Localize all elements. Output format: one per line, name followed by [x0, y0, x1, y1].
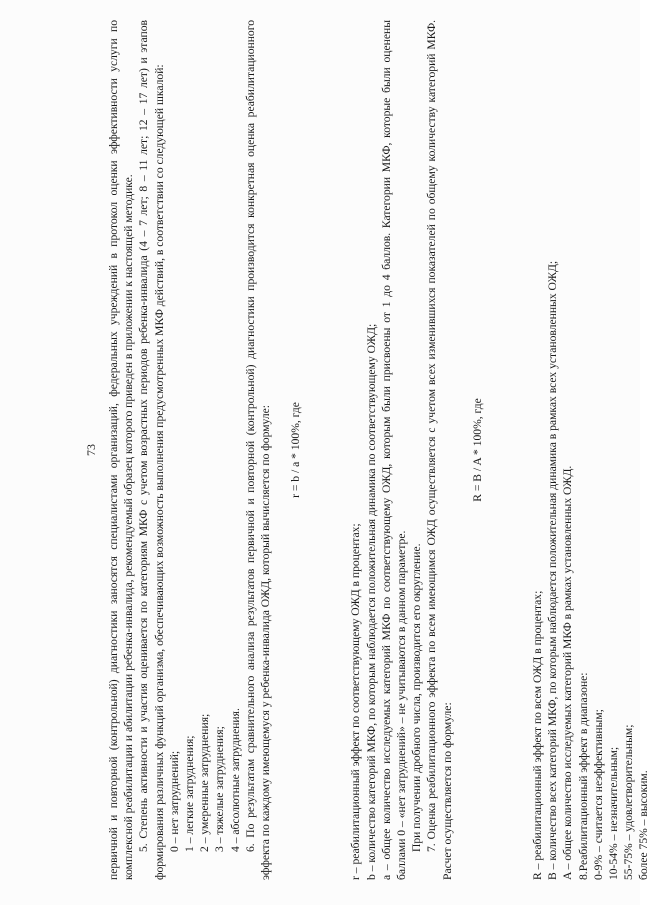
formula-R: R = B / A * 100%, где [470, 398, 484, 502]
rotated-content [46, 20, 651, 880]
document-body [106, 20, 652, 880]
page-number: 73 [84, 444, 98, 456]
range-item-4: более 75% – высоким. [637, 770, 651, 880]
definition-A: A – общее количество исследуемых категорий МКФ в рамках установленных ОЖД. [561, 465, 575, 880]
range-item-3: 55-75% – удовлетворительным; [622, 724, 636, 880]
scale-item-2: 2 – умеренные затруднения; [198, 713, 212, 852]
paragraph-7: 7. Оценка реабилитационного эффекта по всем имеющимся ОЖД осуществляется с учетом всех изменившихся показателей по общему количеству категорий МКФ. Расчет осуществляется по формуле: [425, 20, 454, 880]
scale-item-3: 3 – тяжелые затруднения; [213, 726, 227, 852]
paragraph-8: 8.Реабилитационный эффект в диапазоне: [576, 672, 590, 880]
scale-item-0: 0 – нет затруднений; [167, 750, 181, 852]
definition-r: r – реабилитационный эффект по соответствующему ОЖД в процентах; [349, 523, 363, 880]
paragraph-6: 6. По результатам сравнительного анализа результатов первичной и повторной (контрольной) диагностики производится конкретная оценка реабилитационного эффекта по каждому имеющемуся у ребенка-инвалида ОЖД, который вычисляется по формуле: [243, 20, 273, 880]
formula-r: r = b / a * 100%, где [289, 402, 303, 498]
paragraph-5: 5. Степень активности и участия оценивается по категориям МКФ с учетом возрастных периодов ребенка-инвалида (4 – 7 лет; 8 – 11 лет; 12 – 17 лет) и этапов формирования различных функций организма, обеспечивающих возможность выполнения предусмотренных МКФ действий, в соответствии со следующей шкалой: [137, 20, 166, 880]
definition-B: B – количество всех категорий МКФ, по которым наблюдается положительная динамика в рамках всех установленных ОЖД; [546, 260, 560, 880]
range-item-2: 10-54% – незначительным; [607, 746, 621, 880]
range-item-1: 0-9% – считается неэффективным; [591, 709, 605, 880]
scale-item-1: 1 – легкие затруднения; [183, 735, 197, 852]
scale-item-4: 4 – абсолютные затруднения. [228, 708, 242, 852]
definition-a: a – общее количество исследуемых категорий МКФ по соответствующему ОЖД, которым были присвоены от 1 до 4 баллов. Категории МКФ, которые были оценены баллами 0 – «нет затруднений» – не учитываются в данном параметре. [379, 20, 409, 880]
rounding-note: При получении дробного числа, производится его округление. [410, 543, 424, 852]
definition-b: b – количество категорий МКФ, по которым наблюдается положительная динамика по соответствующему ОЖД; [364, 323, 378, 880]
paragraph-intro: первичной и повторной (контрольной) диагностики заносятся специалистами организаций, федеральных учреждений в протокол оценки эффективности услуги по комплексной реабилитации и абилитации ребенка-инвалида, рекомендуемый образец которого приведен в приложении к настоящей методике. [107, 20, 136, 880]
definition-R: R – реабилитационный эффект по всем ОЖД в процентах; [531, 590, 545, 880]
